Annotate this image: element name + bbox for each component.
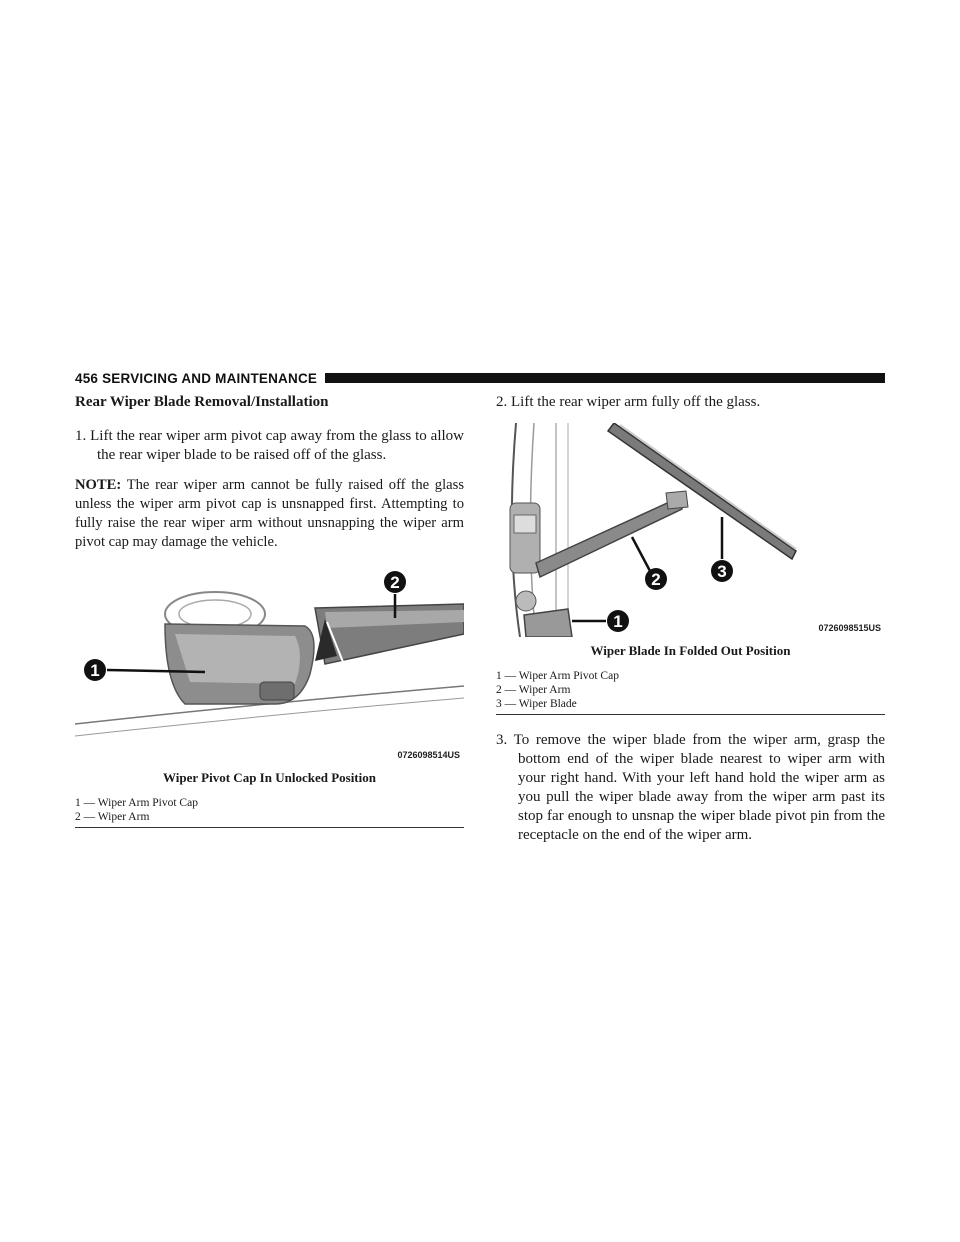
legend-item-1: 1 — Wiper Arm Pivot Cap <box>75 797 198 809</box>
pivot-cap-illustration <box>75 564 464 764</box>
page-header <box>75 369 885 387</box>
figure-caption: Wiper Blade In Folded Out Position <box>590 643 791 658</box>
legend-item-2: 2 — Wiper Arm <box>75 811 150 823</box>
folded-out-illustration <box>496 423 885 637</box>
figure-folded-out <box>496 423 885 637</box>
page-number: 456 <box>75 370 99 386</box>
callout-3: 3 <box>717 562 727 581</box>
callout-2: 2 <box>390 573 400 592</box>
header-rule <box>325 373 885 383</box>
page-header-text <box>75 371 317 386</box>
left-column <box>75 393 464 828</box>
step-3: 3. To remove the wiper blade from the wiper arm, grasp the bottom end of the wiper blade nearest to wiper arm with your right hand. With your left hand hold the wiper arm as you pull the wiper blade away from the wiper arm past its stop far enough to unsnap the wiper blade pivot pin from the receptacle on the end of the wiper arm. <box>496 732 885 843</box>
step-2: 2. Lift the rear wiper arm fully off the glass. <box>496 394 761 410</box>
note-label: NOTE: <box>75 477 122 493</box>
note <box>75 476 464 552</box>
note-text: The rear wiper arm cannot be fully raised off the glass unless the wiper arm pivot cap is unsnapped first. Attempting to fully raise the rear wiper arm without unsnapping the wiper arm pivot cap may damage the vehicle. <box>75 477 464 550</box>
step-1: 1. Lift the rear wiper arm pivot cap away from the glass to allow the rear wiper blade to be raised off of the glass. <box>75 428 464 463</box>
callout-1: 1 <box>90 661 100 680</box>
right-column <box>496 393 885 856</box>
figure-legend <box>496 669 885 715</box>
legend-item-3: 3 — Wiper Blade <box>496 698 577 710</box>
callout-1: 1 <box>613 612 623 631</box>
figure-code: 0726098514US <box>397 750 460 760</box>
legend-item-1: 1 — Wiper Arm Pivot Cap <box>496 670 619 682</box>
figure-legend <box>75 796 464 828</box>
legend-item-2: 2 — Wiper Arm <box>496 684 571 696</box>
section-heading: Rear Wiper Blade Removal/Installation <box>75 394 329 410</box>
figure-pivot-cap <box>75 564 464 764</box>
figure-code: 0726098515US <box>818 623 881 633</box>
figure-caption: Wiper Pivot Cap In Unlocked Position <box>163 770 376 785</box>
section-title: SERVICING AND MAINTENANCE <box>102 370 318 386</box>
callout-2: 2 <box>651 570 661 589</box>
